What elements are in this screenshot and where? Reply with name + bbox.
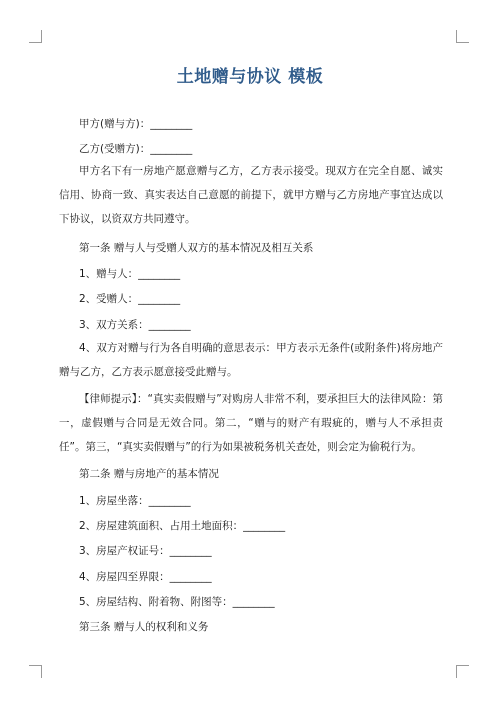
- document-title: 土地赠与协议 模板: [176, 67, 324, 87]
- crop-mark-top-left: [29, 30, 42, 43]
- crop-mark-bottom-left: [29, 665, 42, 678]
- article1-heading: 第一条 赠与人与受赠人双方的基本情况及相互关系: [79, 242, 314, 254]
- article1-item-3: 3、双方关系：________: [79, 319, 191, 331]
- article1-item-4: 4、双方对赠与行为各自明确的意思表示：甲方表示无条件(或附条件)将房地产赠与乙方，乙方表示愿意接受此赠与。: [59, 342, 443, 378]
- lawyer-tip: 【律师提示】：“真实卖假赠与”对购房人非常不利，要承担巨大的法律风险：第一，虚假赠与合同是无效合同。第二，“赠与的财产有瑕疵的，赠与人不承担责任”。第三，“真实卖假赠与”的行为如果被税务机关查处，则会定为偷税行为。: [59, 393, 443, 453]
- article3-heading: 第三条 赠与人的权利和义务: [79, 621, 209, 633]
- party-b-line: 乙方(受赠方)：________: [79, 143, 193, 155]
- article1-item-1: 1、赠与人：________: [79, 268, 181, 280]
- article2-item-1: 1、房屋坐落：________: [79, 495, 191, 507]
- crop-mark-top-right: [456, 30, 469, 43]
- crop-mark-bottom-right: [456, 665, 469, 678]
- article2-item-3: 3、房屋产权证号：________: [79, 545, 212, 557]
- article2-item-5: 5、房屋结构、附着物、附图等：________: [79, 596, 275, 608]
- article2-heading: 第二条 赠与房地产的基本情况: [79, 468, 219, 480]
- intro-paragraph: 甲方名下有一房地产愿意赠与乙方，乙方表示接受。现双方在完全自愿、诚实信用、协商一致、真实表达自己意愿的前提下，就甲方赠与乙方房地产事宜达成以下协议，以资双方共同遵守。: [59, 165, 443, 225]
- article2-item-2: 2、房屋建筑面积、占用土地面积：________: [79, 520, 286, 532]
- article1-item-2: 2、受赠人：________: [79, 293, 181, 305]
- article2-item-4: 4、房屋四至界限：________: [79, 571, 212, 583]
- party-a-line: 甲方(赠与方)：________: [79, 118, 193, 130]
